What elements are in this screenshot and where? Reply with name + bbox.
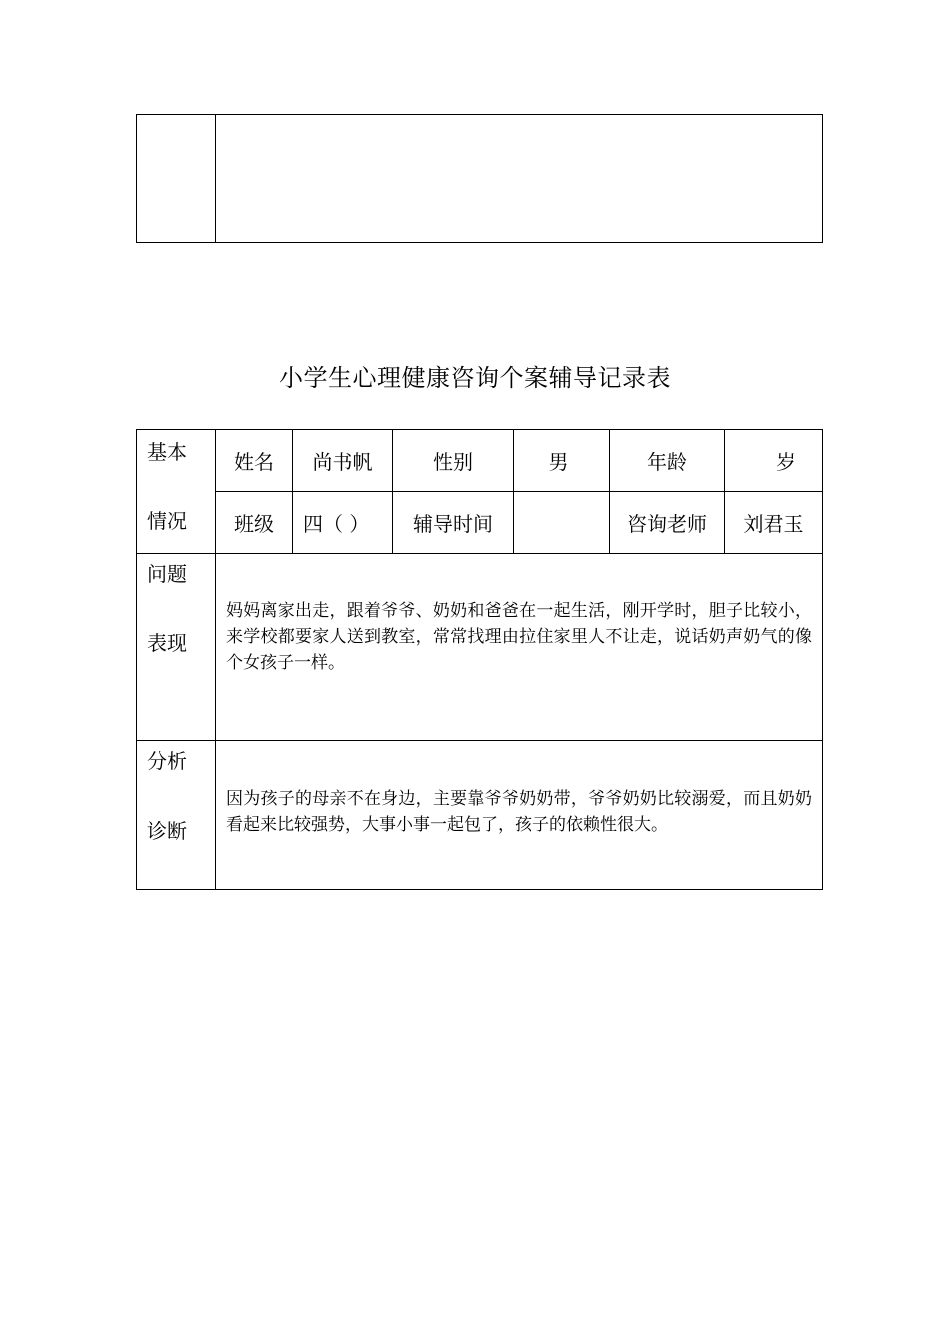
problem-content-cell [216, 554, 823, 741]
class-value: 四（ ） [293, 492, 393, 554]
problem-section-label [137, 554, 216, 741]
analysis-content-cell [216, 741, 823, 890]
age-label: 年龄 [610, 430, 725, 492]
previous-table-content-cell [216, 115, 823, 243]
name-value: 尚书帆 [293, 430, 393, 492]
analysis-section-label [137, 741, 216, 890]
counseling-time-value [514, 492, 610, 554]
basic-info-row-2 [137, 492, 823, 554]
analysis-label-line-2: 诊断 [147, 819, 187, 843]
form-title: 小学生心理健康咨询个案辅导记录表 [279, 364, 671, 392]
name-label: 姓名 [216, 430, 293, 492]
basic-label-line-1: 基本 [147, 440, 187, 464]
problem-row [137, 554, 823, 741]
counseling-record-table [136, 429, 823, 890]
gender-value: 男 [514, 430, 610, 492]
analysis-row [137, 741, 823, 890]
class-label: 班级 [216, 492, 293, 554]
problem-text: 妈妈离家出走，跟着爷爷、奶奶和爸爸在一起生活，刚开学时，胆子比较小，来学校都要家人送到教室，常常找理由拉住家里人不让走，说话奶声奶气的像个女孩子一样。 [226, 601, 812, 673]
problem-label-line-2: 表现 [147, 631, 187, 655]
teacher-label: 咨询老师 [610, 492, 725, 554]
problem-label-line-1: 问题 [147, 562, 187, 586]
analysis-text: 因为孩子的母亲不在身边，主要靠爷爷奶奶带，爷爷奶奶比较溺爱，而且奶奶看起来比较强势，大事小事一起包了，孩子的依赖性很大。 [226, 789, 812, 835]
teacher-value: 刘君玉 [725, 492, 823, 554]
basic-info-row-1 [137, 430, 823, 492]
basic-section-label [137, 430, 216, 554]
previous-table-label-cell [137, 115, 216, 243]
age-value: 岁 [725, 430, 823, 492]
basic-label-line-2: 情况 [147, 509, 187, 533]
gender-label: 性别 [393, 430, 514, 492]
analysis-label-line-1: 分析 [147, 749, 187, 773]
counseling-time-label: 辅导时间 [393, 492, 514, 554]
previous-table-fragment [136, 114, 823, 243]
